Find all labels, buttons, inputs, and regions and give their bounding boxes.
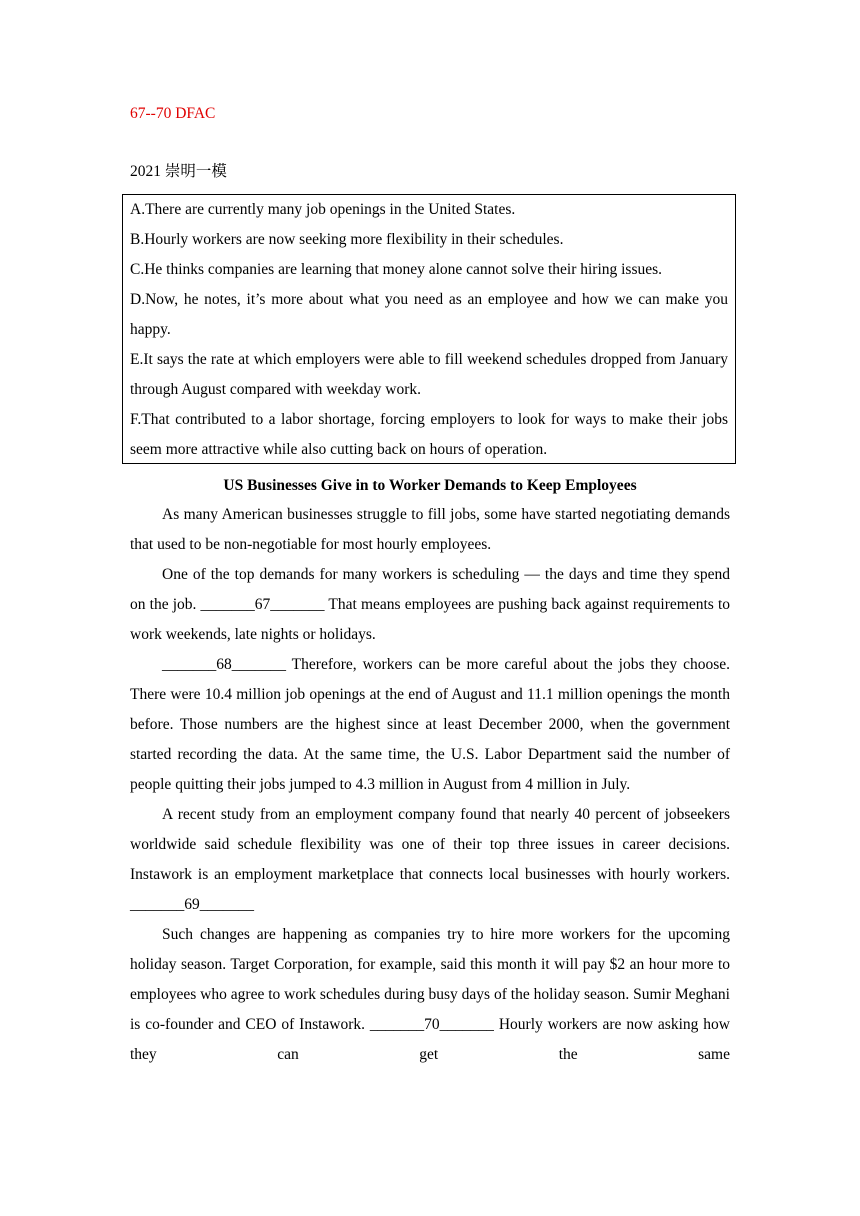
article-paragraph: A recent study from an employment company found that nearly 40 percent of jobseekers worldwide said schedule flexibility was one of their top three issues in career decisions. Instawork is an employment marketplace that connects local businesses with hourly workers. _______69_______ bbox=[130, 806, 730, 913]
options-box bbox=[122, 194, 736, 464]
article-title: US Businesses Give in to Worker Demands to Keep Employees bbox=[223, 477, 637, 494]
option-c: C.He thinks companies are learning that money alone cannot solve their hiring issues. bbox=[130, 261, 663, 278]
article-body bbox=[130, 500, 730, 1070]
article-paragraph: One of the top demands for many workers is scheduling — the days and time they spend on the job. _______67_______ That means employees are pushing back against requirements to work weekends, late nights or holidays. bbox=[130, 566, 730, 643]
article-paragraph: _______68_______ Therefore, workers can be more careful about the jobs they choose. There were 10.4 million job openings at the end of August and 11.1 million openings the month before. Those numbers are the highest since at least December 2000, when the government started recording the data. At the same time, the U.S. Labor Department said the number of people quitting their jobs jumped to 4.3 million in August from 4 million in July. bbox=[130, 656, 730, 793]
source-label: 2021 崇明一模 bbox=[130, 163, 227, 180]
option-d: D.Now, he notes, it’s more about what you need as an employee and how we can make you happy. bbox=[130, 291, 728, 338]
answer-key: 67--70 DFAC bbox=[130, 105, 216, 122]
article-paragraph: Such changes are happening as companies try to hire more workers for the upcoming holiday season. Target Corporation, for example, said this month it will pay $2 an hour more to employees who agree to work schedules during busy days of the holiday season. Sumir Meghani is co-founder and CEO of Instawork. _______70_______ Hourly workers are now asking how they can get the same bbox=[130, 926, 730, 1063]
option-a: A.There are currently many job openings in the United States. bbox=[130, 201, 516, 218]
option-f: F.That contributed to a labor shortage, forcing employers to look for ways to make their jobs seem more attractive while also cutting back on hours of operation. bbox=[130, 411, 728, 458]
article-paragraph: As many American businesses struggle to fill jobs, some have started negotiating demands that used to be non-negotiable for most hourly employees. bbox=[130, 506, 730, 553]
option-b: B.Hourly workers are now seeking more flexibility in their schedules. bbox=[130, 231, 564, 248]
option-e: E.It says the rate at which employers were able to fill weekend schedules dropped from January through August compared with weekday work. bbox=[130, 351, 728, 398]
